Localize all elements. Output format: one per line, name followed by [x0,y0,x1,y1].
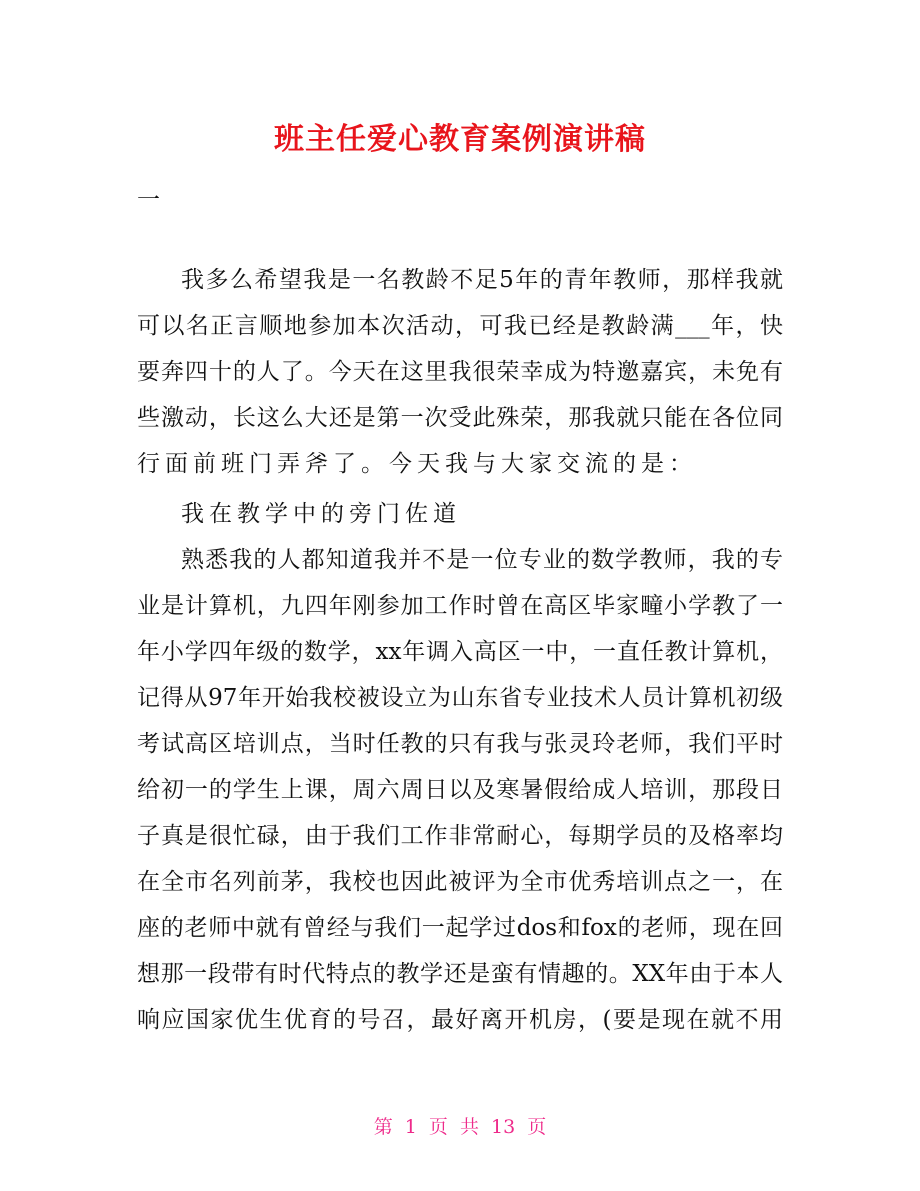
paragraph-line: 我多么希望我是一名教龄不足5年的青年教师，那样我就 [181,267,783,293]
paragraph-line: 年小学四年级的数学，xx年调入高区一中，一直任教计算机， [137,639,783,665]
paragraph-line: 记得从97年开始我校被设立为山东省专业技术人员计算机初级 [137,685,783,711]
page-footer: 第 1 页 共 13 页 [373,1116,547,1138]
paragraph-line: 熟悉我的人都知道我并不是一位专业的数学教师，我的专 [181,547,783,573]
paragraph-line: 在全市名列前茅，我校也因此被评为全市优秀培训点之一，在 [137,869,783,895]
paragraph-line: 响应国家优生优育的号召，最好离开机房，(要是现在就不用 [137,1007,783,1033]
paragraph-line: 座的老师中就有曾经与我们一起学过dos和fox的老师，现在回 [137,915,783,941]
subheading: 我在教学中的旁门佐道 [181,501,461,527]
paragraph-line: 想那一段带有时代特点的教学还是蛮有情趣的。XX年由于本人 [137,961,783,987]
paragraph-line: 要奔四十的人了。今天在这里我很荣幸成为特邀嘉宾，未免有 [137,359,783,385]
paragraph-line: 考试高区培训点，当时任教的只有我与张灵玲老师，我们平时 [137,731,783,757]
paragraph-line: 给初一的学生上课，周六周日以及寒暑假给成人培训，那段日 [137,777,783,803]
paragraph-line: 子真是很忙碌，由于我们工作非常耐心，每期学员的及格率均 [137,823,783,849]
paragraph-line: 些激动，长这么大还是第一次受此殊荣，那我就只能在各位同 [137,405,783,431]
section-number: 一 [137,187,160,213]
paragraph-line: 行面前班门弄斧了。今天我与大家交流的是： [137,451,697,477]
paragraph-line: 业是计算机，九四年刚参加工作时曾在高区毕家疃小学教了一 [137,593,783,619]
paragraph-line: 可以名正言顺地参加本次活动，可我已经是教龄满___年，快 [137,313,783,339]
document-title: 班主任爱心教育案例演讲稿 [274,122,646,157]
